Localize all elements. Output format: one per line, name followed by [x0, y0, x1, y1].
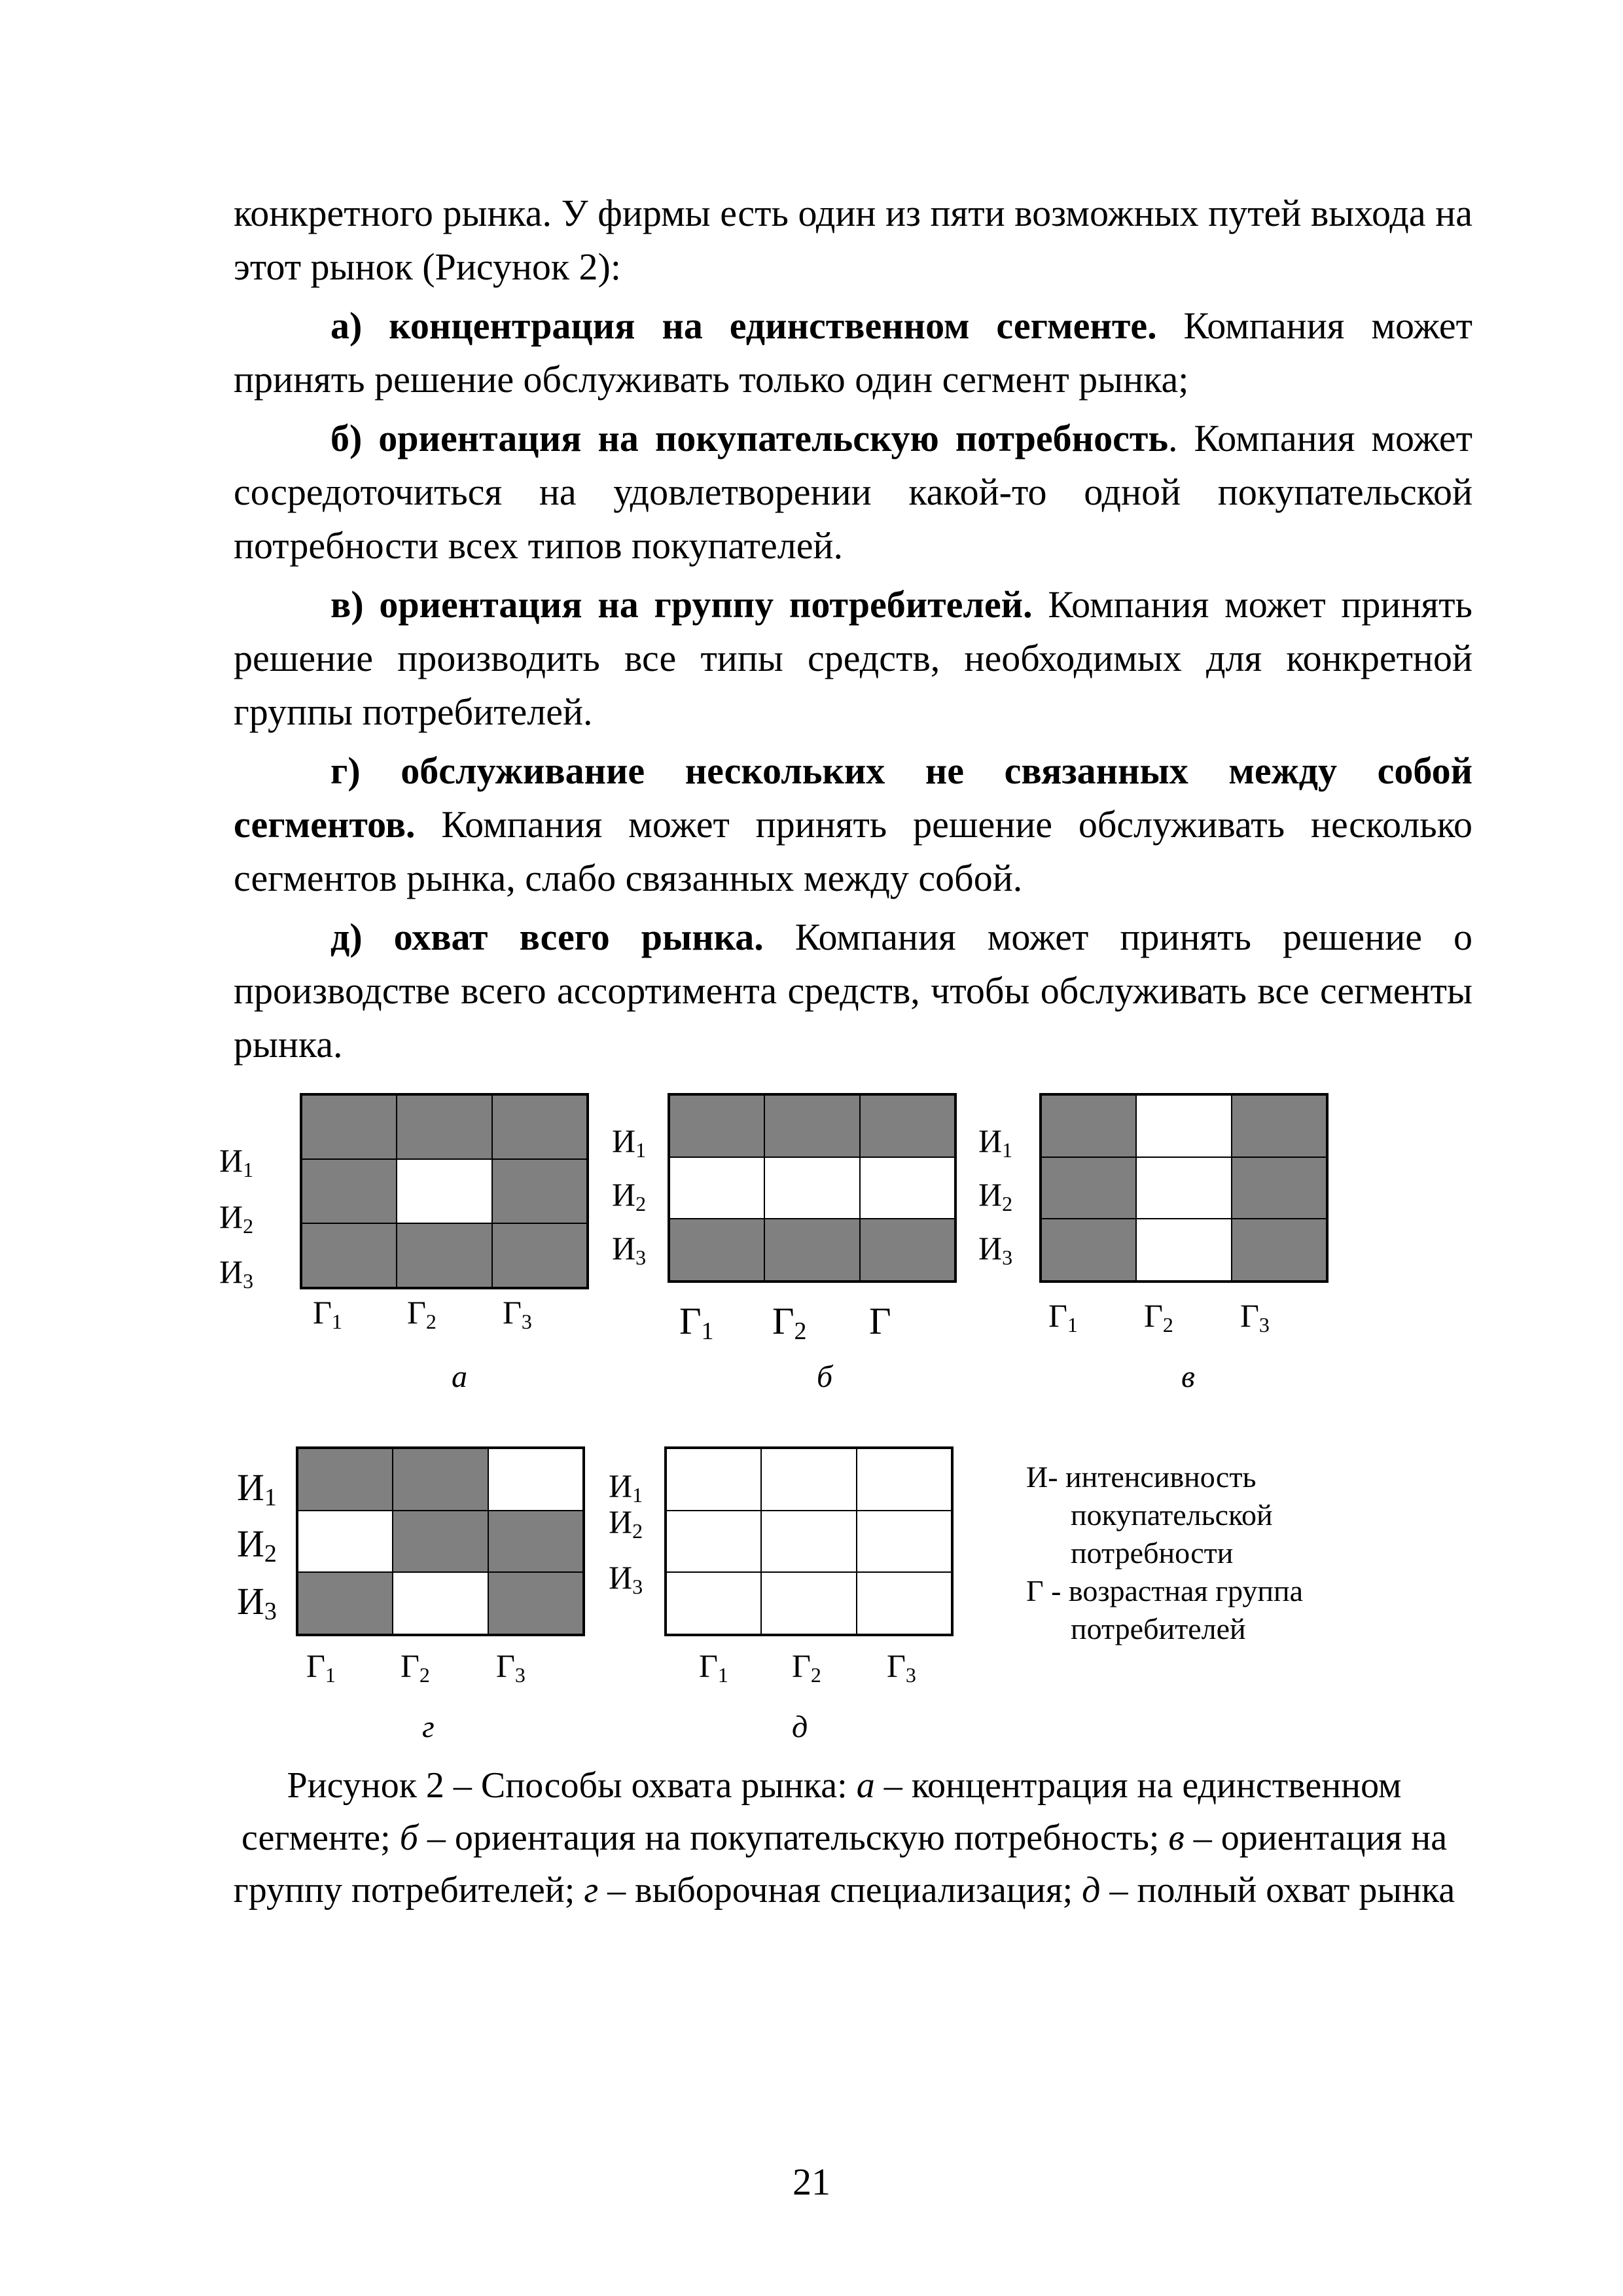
grid-cell-g-r3-c2	[393, 1572, 488, 1634]
grid-cell-v-r2-c1	[1041, 1157, 1136, 1219]
option-b	[234, 412, 1472, 573]
grid-cell-b-r3-c1	[669, 1219, 764, 1281]
option-v-text: Компания может принять решение производить все типы средств, необходимых для конкретной группы потребителей.	[234, 583, 1472, 733]
row-label-v-2: $И_2$	[978, 1176, 1013, 1215]
grid-cell-b-r1-c3	[860, 1095, 955, 1157]
caption-letter-d: д	[1082, 1870, 1101, 1910]
figure-caption	[223, 1759, 1466, 1916]
option-v-title: в) ориентация на группу потребителей.	[330, 583, 1033, 626]
col-label-b-3: Г	[869, 1300, 891, 1342]
row-label-v-1: $И_1$	[978, 1122, 1013, 1162]
grid-cell-v-r2-c3	[1232, 1157, 1327, 1219]
option-a-title: а) концентрация на единственном сегменте.	[330, 304, 1157, 347]
option-g	[234, 744, 1472, 905]
grid-cell-d-r3-c1	[666, 1572, 761, 1634]
row-label-a-3: $И_3$	[219, 1253, 254, 1293]
row-label-b-2: $И_2$	[612, 1176, 647, 1215]
grid-cell-b-r1-c1	[669, 1095, 764, 1157]
caption-letter-v: в	[1168, 1818, 1185, 1858]
grid-cell-v-r3-c3	[1232, 1219, 1327, 1281]
grid-cell-b-r2-c2	[764, 1157, 859, 1219]
grid-cell-a-r3-c2	[397, 1223, 491, 1287]
panel-letter-v: в	[1181, 1359, 1195, 1394]
grid-cell-a-r3-c3	[492, 1223, 587, 1287]
grid-cell-v-r1-c3	[1232, 1095, 1327, 1157]
body-text	[234, 187, 1472, 1071]
grid-cell-v-r3-c1	[1041, 1219, 1136, 1281]
grid-cell-d-r1-c1	[666, 1448, 761, 1511]
col-label-b-2: $Г_2$	[772, 1300, 807, 1345]
col-label-a-2: $Г_2$	[407, 1294, 437, 1333]
caption-letter-g: г	[584, 1870, 599, 1910]
grid-cell-v-r1-c2	[1136, 1095, 1231, 1157]
row-label-g-1: $И_1$	[237, 1466, 277, 1511]
page-number: 21	[793, 2161, 830, 2203]
grid-cell-g-r1-c3	[488, 1448, 583, 1511]
grid-cell-b-r1-c2	[764, 1095, 859, 1157]
coverage-grid-b	[668, 1093, 957, 1283]
grid-cell-a-r1-c2	[397, 1095, 491, 1159]
col-label-v-3: $Г_3$	[1240, 1297, 1270, 1336]
option-d-text: Компания может принять решение о производстве всего ассортимента средств, чтобы обслуживать все сегменты рынка.	[234, 916, 1472, 1066]
grid-cell-d-r2-c3	[857, 1511, 952, 1573]
legend-line-1: И- интенсивность	[1026, 1460, 1257, 1494]
option-g-text: Компания может принять решение обслуживать несколько сегментов рынка, слабо связанных между собой.	[234, 803, 1472, 899]
caption-part-3: – ориентация на покупательскую потребность;	[418, 1818, 1169, 1858]
option-b-title: б) ориентация на покупательскую потребность	[330, 417, 1168, 459]
grid-cell-d-r1-c2	[761, 1448, 856, 1511]
panel-letter-b: б	[817, 1359, 833, 1394]
col-label-a-1: $Г_1$	[313, 1294, 342, 1333]
coverage-grid-v	[1039, 1093, 1329, 1283]
grid-cell-d-r2-c2	[761, 1511, 856, 1573]
grid-cell-g-r2-c2	[393, 1511, 488, 1573]
grid-cell-b-r2-c1	[669, 1157, 764, 1219]
caption-letter-b: б	[399, 1818, 418, 1858]
col-label-g-1: $Г_1$	[306, 1647, 336, 1687]
grid-cell-a-r2-c1	[302, 1159, 397, 1223]
legend-line-5: потребителей	[1071, 1612, 1246, 1645]
row-label-g-2: $И_2$	[237, 1522, 277, 1568]
option-d	[234, 910, 1472, 1071]
option-b-text: . Компания может сосредоточиться на удовлетворении какой-то одной покупательской потребности всех типов покупателей.	[234, 417, 1472, 567]
col-label-d-2: $Г_2$	[792, 1647, 821, 1687]
grid-cell-b-r3-c2	[764, 1219, 859, 1281]
caption-part-2: – концентрация на единственном сегменте;	[241, 1765, 1402, 1858]
panel-letter-g: г	[422, 1710, 435, 1744]
legend-line-4: Г - возрастная группа	[1026, 1574, 1304, 1607]
col-label-v-2: $Г_2$	[1144, 1297, 1173, 1336]
row-label-a-2: $И_2$	[219, 1198, 254, 1238]
option-g-title: г) обслуживание нескольких не связанных между собой сегментов.	[234, 749, 1472, 846]
row-label-d-3: $И_3$	[609, 1559, 643, 1598]
grid-cell-v-r2-c2	[1136, 1157, 1231, 1219]
intro-line-2: на этот рынок (Рисунок 2):	[234, 192, 1473, 288]
grid-cell-b-r2-c3	[860, 1157, 955, 1219]
option-a-text: Компания может принять решение обслуживать только один сегмент рынка;	[234, 304, 1472, 401]
col-label-d-3: $Г_3$	[887, 1647, 916, 1687]
col-label-g-2: $Г_2$	[401, 1647, 430, 1687]
col-label-g-3: $Г_3$	[496, 1647, 526, 1687]
grid-cell-d-r1-c3	[857, 1448, 952, 1511]
option-a	[234, 299, 1472, 406]
grid-cell-g-r1-c1	[298, 1448, 393, 1511]
caption-part-5: – выборочная специализация;	[598, 1870, 1082, 1910]
caption-letter-a: а	[856, 1765, 875, 1806]
row-label-d-1: $И_1$	[609, 1467, 643, 1507]
intro-line-1: конкретного рынка. У фирмы есть один из пяти возможных путей выхода	[234, 192, 1426, 234]
grid-cell-b-r3-c3	[860, 1219, 955, 1281]
grid-cell-g-r3-c3	[488, 1572, 583, 1634]
caption-part-6: – полный охват рынка	[1100, 1870, 1455, 1910]
grid-cell-d-r3-c2	[761, 1572, 856, 1634]
grid-cell-a-r3-c1	[302, 1223, 397, 1287]
row-label-d-2: $И_2$	[609, 1503, 643, 1543]
grid-cell-v-r1-c1	[1041, 1095, 1136, 1157]
grid-cell-a-r1-c3	[492, 1095, 587, 1159]
grid-cell-v-r3-c2	[1136, 1219, 1231, 1281]
grid-cell-a-r2-c3	[492, 1159, 587, 1223]
col-label-b-1: $Г_1$	[679, 1300, 714, 1345]
legend-line-2: покупательской	[1071, 1498, 1273, 1532]
panel-letter-d: д	[792, 1710, 808, 1744]
grid-cell-g-r3-c1	[298, 1572, 393, 1634]
figure-legend	[1026, 1458, 1393, 1648]
grid-cell-d-r3-c3	[857, 1572, 952, 1634]
grid-cell-d-r2-c1	[666, 1511, 761, 1573]
row-label-a-1: $И_1$	[219, 1142, 254, 1181]
caption-part-1: Рисунок 2 – Способы охвата рынка:	[287, 1765, 857, 1806]
row-label-b-1: $И_1$	[612, 1122, 647, 1162]
col-label-a-3: $Г_3$	[503, 1294, 532, 1333]
grid-cell-a-r1-c1	[302, 1095, 397, 1159]
col-label-v-1: $Г_1$	[1048, 1297, 1078, 1336]
row-label-v-3: $И_3$	[978, 1230, 1013, 1269]
coverage-grid-a	[300, 1093, 589, 1289]
grid-cell-a-r2-c2	[397, 1159, 491, 1223]
row-label-b-3: $И_3$	[612, 1230, 647, 1269]
grid-cell-g-r2-c1	[298, 1511, 393, 1573]
legend-line-3: потребности	[1071, 1536, 1234, 1570]
grid-cell-g-r1-c2	[393, 1448, 488, 1511]
coverage-grid-g	[296, 1446, 585, 1636]
caption-part-4: – ориентация на группу потребителей;	[233, 1818, 1448, 1910]
option-v	[234, 578, 1472, 739]
grid-cell-g-r2-c3	[488, 1511, 583, 1573]
option-d-title: д) охват всего рынка.	[330, 916, 764, 958]
coverage-grid-d	[664, 1446, 954, 1636]
col-label-d-1: $Г_1$	[699, 1647, 728, 1687]
panel-letter-a: а	[452, 1359, 467, 1394]
intro-paragraph	[234, 187, 1472, 294]
row-label-g-3: $И_3$	[237, 1580, 277, 1625]
